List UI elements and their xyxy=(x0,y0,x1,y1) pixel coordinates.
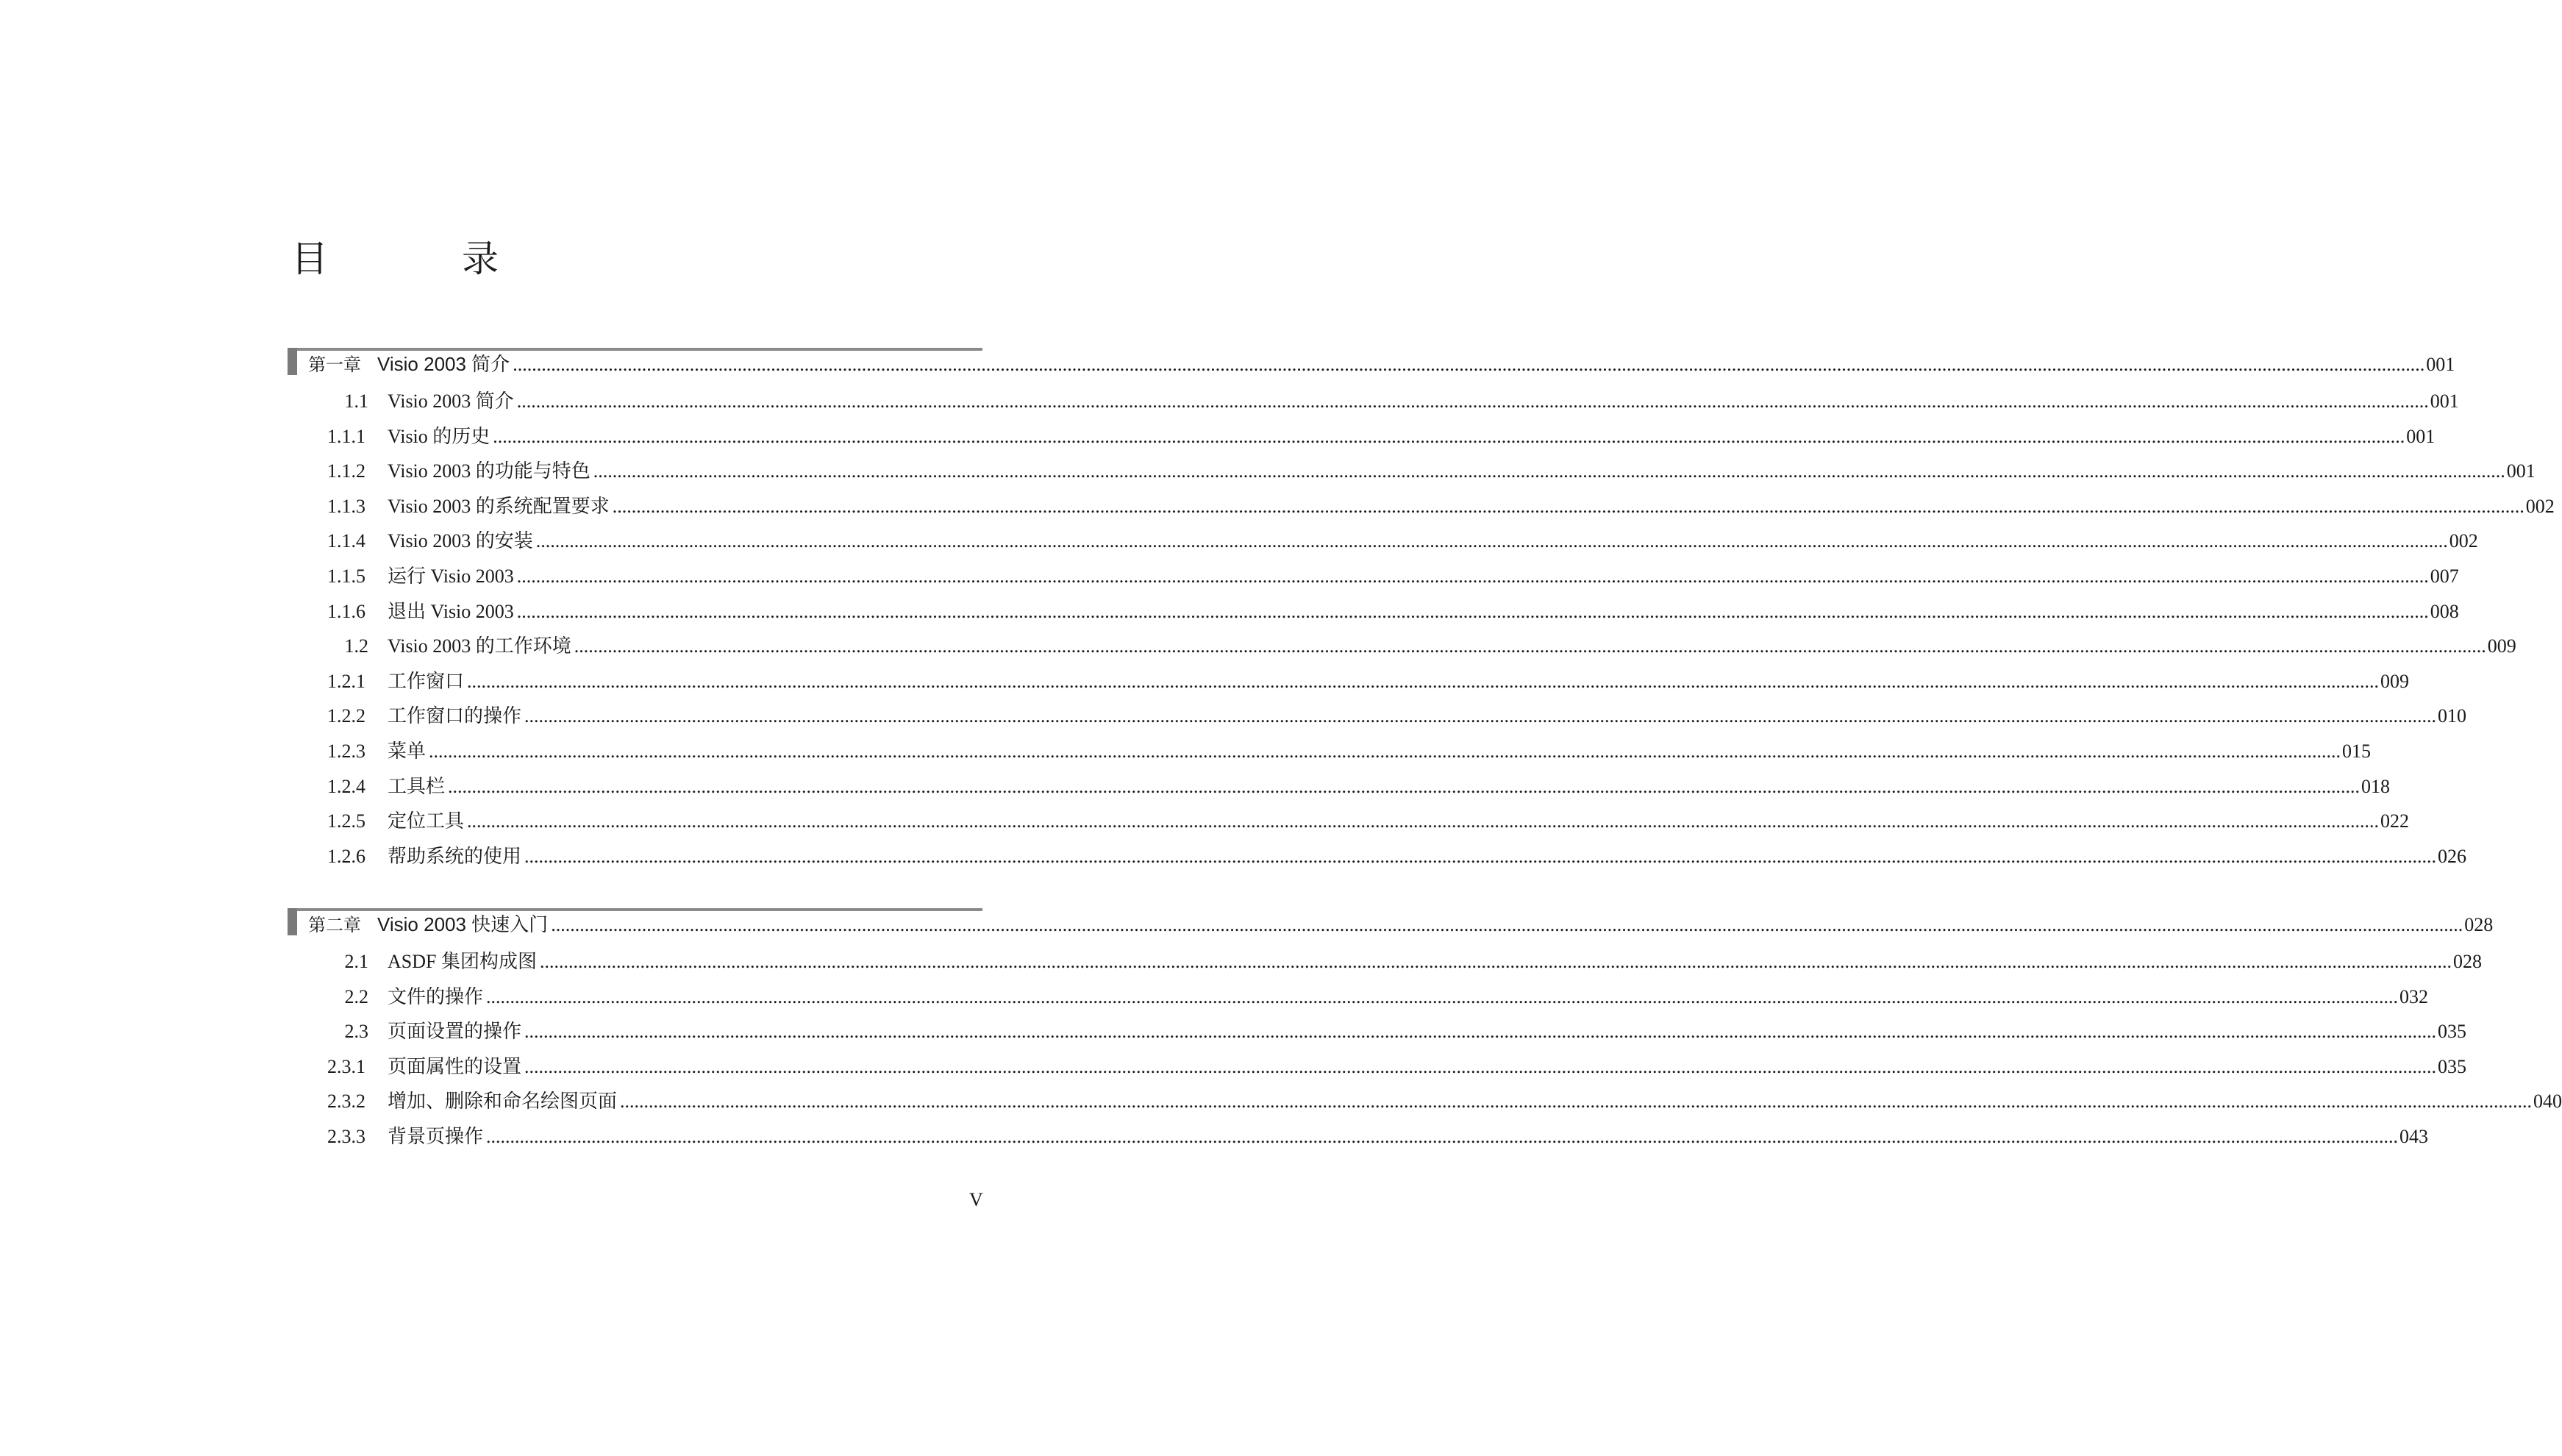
dot-leader: ................................................................................................................................................................................................................................................................................................................................................................................................................ xyxy=(467,670,2380,692)
dot-leader: ................................................................................................................................................................................................................................................................................................................................................................................................................ xyxy=(513,354,2425,375)
toc-entry-title: 增加、删除和命名绘图页面 xyxy=(388,1091,618,1113)
chapter-block xyxy=(288,908,2562,1163)
dot-leader: ................................................................................................................................................................................................................................................................................................................................................................................................................ xyxy=(524,1055,2437,1077)
dot-leader: ................................................................................................................................................................................................................................................................................................................................................................................................................ xyxy=(539,951,2452,972)
toc-entry-number: 1.1.5 xyxy=(327,565,365,587)
toc-entry-title: 页面属性的设置 xyxy=(388,1055,522,1077)
toc-entry-title: 菜单 xyxy=(388,741,427,762)
dot-leader: ................................................................................................................................................................................................................................................................................................................................................................................................................ xyxy=(612,495,2524,517)
toc-entry-number: 2.1 xyxy=(344,951,368,972)
toc-entry-page: 032 xyxy=(2399,985,2429,1007)
toc-entry-page: 040 xyxy=(2533,1091,2562,1113)
dot-leader: ................................................................................................................................................................................................................................................................................................................................................................................................................ xyxy=(524,1021,2437,1043)
toc-entry-title: Visio 2003 简介 xyxy=(388,390,514,412)
toc-entry-title: 背景页操作 xyxy=(388,1126,484,1147)
toc-entry-title: Visio 2003 简介 xyxy=(377,353,510,375)
toc-entry-page: 026 xyxy=(2438,845,2467,867)
toc-entry-title: 帮助系统的使用 xyxy=(388,845,522,867)
toc-entry-number: 2.3 xyxy=(344,1021,368,1043)
toc-entry[interactable] xyxy=(288,421,2436,451)
dot-leader: ................................................................................................................................................................................................................................................................................................................................................................................................................ xyxy=(551,914,2463,935)
toc-entry[interactable] xyxy=(288,1086,2562,1116)
toc-entry-title: 工作窗口 xyxy=(388,670,465,692)
toc-entry-page: 007 xyxy=(2430,565,2459,587)
toc-entry[interactable] xyxy=(288,982,2429,1011)
dot-leader: ................................................................................................................................................................................................................................................................................................................................................................................................................ xyxy=(524,845,2437,867)
toc-entry-number: 1.2 xyxy=(344,635,368,657)
dot-leader: ................................................................................................................................................................................................................................................................................................................................................................................................................ xyxy=(593,460,2505,482)
toc-entry-page: 002 xyxy=(2449,530,2478,552)
dot-leader: ................................................................................................................................................................................................................................................................................................................................................................................................................ xyxy=(486,985,2399,1007)
toc-entry[interactable] xyxy=(288,701,2467,730)
toc-entry[interactable] xyxy=(288,946,2482,976)
toc-entry-number: 1.1.2 xyxy=(327,460,365,482)
chapter-heading[interactable] xyxy=(288,910,2494,939)
toc-entry[interactable] xyxy=(288,1121,2429,1151)
toc-entry-page: 043 xyxy=(2399,1126,2429,1147)
dot-leader: ................................................................................................................................................................................................................................................................................................................................................................................................................ xyxy=(516,565,2429,587)
toc-entry-title: Visio 2003 快速入门 xyxy=(377,913,549,935)
toc-entry-page: 001 xyxy=(2430,390,2459,412)
toc-entry-title: 定位工具 xyxy=(388,810,465,832)
dot-leader: ................................................................................................................................................................................................................................................................................................................................................................................................................ xyxy=(574,635,2486,657)
toc-entry-title: 文件的操作 xyxy=(388,985,484,1007)
toc-entry-page: 009 xyxy=(2380,670,2410,692)
toc-entry[interactable] xyxy=(288,736,2372,766)
dot-leader: ................................................................................................................................................................................................................................................................................................................................................................................................................ xyxy=(620,1091,2533,1113)
toc-entry-number: 1.2.4 xyxy=(327,775,365,797)
toc-entry-page: 009 xyxy=(2487,635,2516,657)
toc-entry-title: Visio 的历史 xyxy=(388,425,490,447)
toc-entry-number: 1.1.6 xyxy=(327,600,365,622)
toc-entry-title: 工作窗口的操作 xyxy=(388,705,522,727)
toc-entry-number: 第二章 xyxy=(308,915,361,935)
toc-entry-number: 1.1.4 xyxy=(327,530,365,552)
toc-entry-page: 001 xyxy=(2506,460,2536,482)
toc-entry-page: 035 xyxy=(2438,1021,2467,1043)
toc-entry-number: 2.3.1 xyxy=(327,1055,365,1077)
toc-entry[interactable] xyxy=(288,1016,2467,1046)
toc-entry-number: 1.2.5 xyxy=(327,810,365,832)
toc-entry-page: 001 xyxy=(2426,354,2455,375)
toc-entry[interactable] xyxy=(288,456,2536,485)
toc-entry-number: 第一章 xyxy=(308,354,361,375)
toc-entry-title: 运行 Visio 2003 xyxy=(388,565,514,587)
toc-entry-page: 002 xyxy=(2525,495,2555,517)
toc-entry-title: 工具栏 xyxy=(388,775,446,797)
toc-entry-title: Visio 2003 的系统配置要求 xyxy=(388,495,610,517)
toc-entry-number: 1.1 xyxy=(344,390,368,412)
toc-entry[interactable] xyxy=(288,806,2410,835)
toc-entry[interactable] xyxy=(288,1052,2467,1081)
dot-leader: ................................................................................................................................................................................................................................................................................................................................................................................................................ xyxy=(448,775,2361,797)
toc-entry-page: 028 xyxy=(2464,914,2494,935)
toc-entry-title: 退出 Visio 2003 xyxy=(388,600,514,622)
page-number: V xyxy=(969,1189,983,1210)
toc-entry-number: 1.2.1 xyxy=(327,670,365,692)
dot-leader: ................................................................................................................................................................................................................................................................................................................................................................................................................ xyxy=(516,390,2429,412)
dot-leader: ................................................................................................................................................................................................................................................................................................................................................................................................................ xyxy=(524,705,2437,727)
toc-entry[interactable] xyxy=(288,631,2516,660)
toc-entry[interactable] xyxy=(288,666,2410,696)
toc-entry[interactable] xyxy=(288,596,2459,626)
dot-leader: ................................................................................................................................................................................................................................................................................................................................................................................................................ xyxy=(429,741,2341,762)
toc-entry-number: 1.2.3 xyxy=(327,741,365,762)
toc-entry[interactable] xyxy=(288,386,2459,415)
toc-entry-title: 页面设置的操作 xyxy=(388,1021,522,1043)
dot-leader: ................................................................................................................................................................................................................................................................................................................................................................................................................ xyxy=(535,530,2448,552)
dot-leader: ................................................................................................................................................................................................................................................................................................................................................................................................................ xyxy=(486,1126,2399,1147)
toc-entry-title: Visio 2003 的安装 xyxy=(388,530,533,552)
toc-entry-page: 001 xyxy=(2406,425,2436,447)
toc-entry-number: 1.2.2 xyxy=(327,705,365,727)
toc-entry-number: 2.3.2 xyxy=(327,1091,365,1113)
toc-entry[interactable] xyxy=(288,841,2467,871)
toc-entry-page: 015 xyxy=(2342,741,2372,762)
toc-entry-title: ASDF 集团构成图 xyxy=(388,951,537,972)
toc-entry-title: Visio 2003 的功能与特色 xyxy=(388,460,590,482)
dot-leader: ................................................................................................................................................................................................................................................................................................................................................................................................................ xyxy=(467,810,2380,832)
toc-entry-number: 1.1.3 xyxy=(327,495,365,517)
toc-entry-page: 010 xyxy=(2438,705,2467,727)
chapter-heading[interactable] xyxy=(288,349,2455,379)
toc-entry-page: 008 xyxy=(2430,600,2459,622)
dot-leader: ................................................................................................................................................................................................................................................................................................................................................................................................................ xyxy=(493,425,2405,447)
toc-entry[interactable] xyxy=(288,561,2459,590)
toc-entry-title: Visio 2003 的工作环境 xyxy=(388,635,571,657)
chapter-block xyxy=(288,348,2555,882)
page-title: 目 录 xyxy=(291,238,547,279)
toc-entry-page: 035 xyxy=(2438,1055,2467,1077)
toc-entry-page: 028 xyxy=(2452,951,2482,972)
toc-entry[interactable] xyxy=(288,771,2391,801)
toc-entry-number: 1.2.6 xyxy=(327,845,365,867)
toc-entry[interactable] xyxy=(288,491,2555,521)
toc-entry-number: 2.2 xyxy=(344,985,368,1007)
toc-entry-number: 2.3.3 xyxy=(327,1126,365,1147)
toc-entry-page: 018 xyxy=(2361,775,2391,797)
toc-entry-page: 022 xyxy=(2380,810,2410,832)
dot-leader: ................................................................................................................................................................................................................................................................................................................................................................................................................ xyxy=(516,600,2429,622)
toc-entry-number: 1.1.1 xyxy=(327,425,365,447)
toc-entry[interactable] xyxy=(288,526,2478,555)
